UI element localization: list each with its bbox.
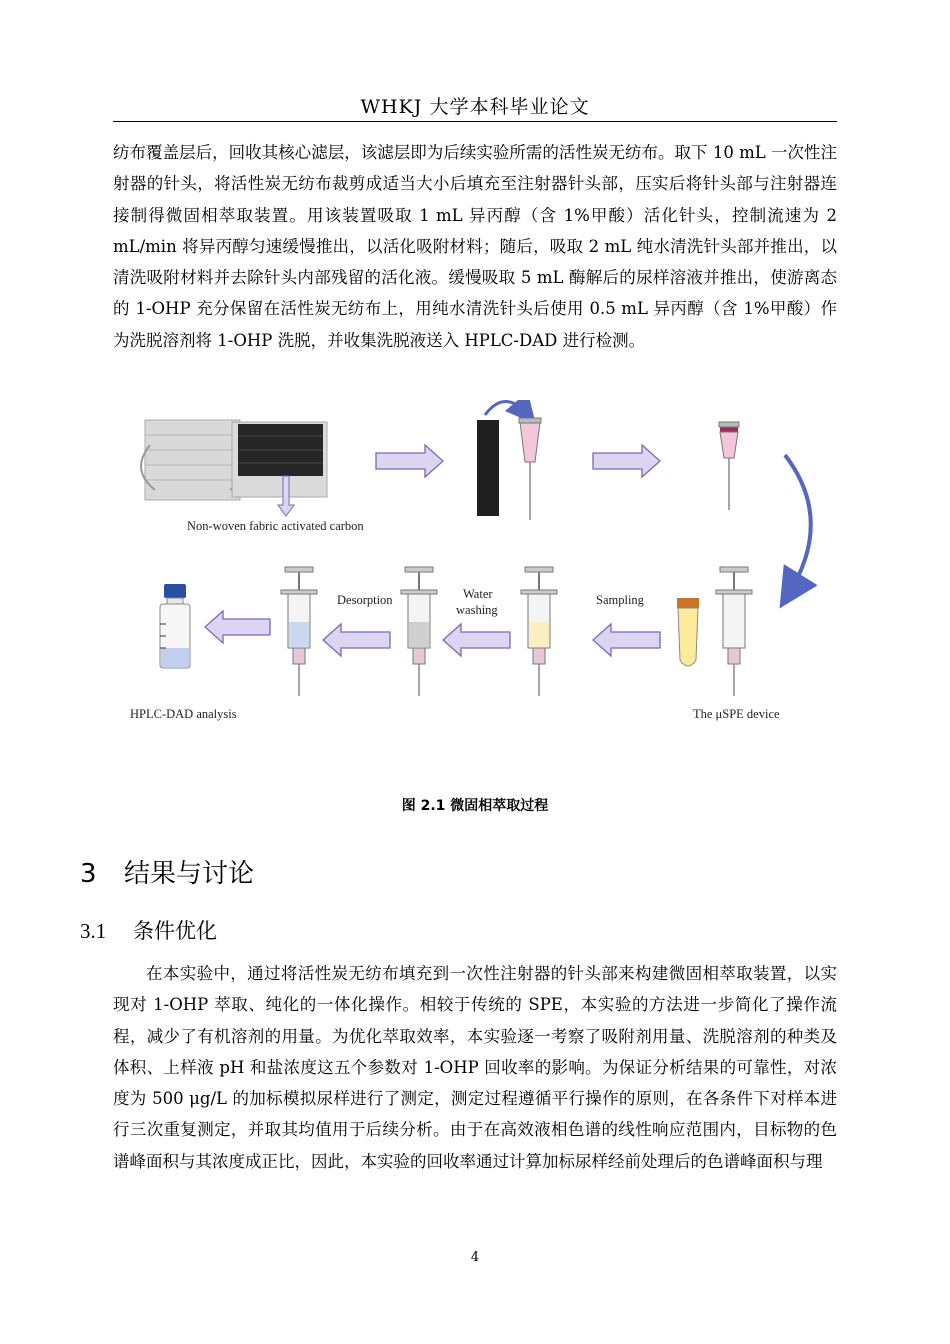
flow-arrow	[785, 455, 811, 595]
figure-caption: 图 2.1 微固相萃取过程	[401, 798, 549, 814]
process-arrow	[443, 624, 510, 656]
subsection-number: 3.1	[80, 919, 107, 943]
subsection-title: 条件优化	[133, 919, 217, 943]
running-header: WHKJ 大学本科毕业论文	[360, 96, 590, 118]
label-water-2: washing	[456, 603, 498, 617]
label-water-1: Water	[463, 587, 493, 601]
needle-hub	[519, 418, 541, 520]
hplc-vial	[160, 584, 190, 668]
section-title: 结果与讨论	[124, 859, 255, 889]
section-number: 3	[80, 859, 97, 889]
urine-tube	[677, 598, 699, 666]
transfer-arrow	[485, 402, 528, 416]
label-hplc: HPLC-DAD analysis	[130, 707, 237, 721]
subsection-heading	[80, 915, 217, 945]
label-sampling: Sampling	[596, 593, 644, 607]
header-rule	[113, 121, 837, 122]
process-arrow	[593, 445, 660, 477]
label-device: The μSPE device	[693, 707, 780, 721]
process-arrow	[376, 445, 443, 477]
process-arrow	[323, 624, 390, 656]
section-heading	[80, 853, 254, 890]
syringe-sampling	[521, 567, 557, 696]
mask-photo	[141, 420, 327, 500]
syringe-device	[716, 567, 752, 696]
body-paragraph-1: 纺布覆盖层后，回收其核心滤层，该滤层即为后续实验所需的活性炭无纺布。取下 10 mL 一次性注射器的针头，将活性炭无纺布裁剪成适当大小后填充至注射器针头部，压实后将针头部与注射器连接制得微固相萃取装置。用该装置吸取 1 mL 异丙醇（含 1%甲酸）活化针头，控制流速为 2 mL/min 将异丙醇匀速缓慢推出，以活化吸附材料；随后，吸取 2 mL 纯水清洗针头部并推出，以清洗吸附材料并去除针头内部残留的活化液。缓慢吸取 5 mL 酶解后的尿样溶液并推出，使游离态的 1-OHP 充分保留在活性炭无纺布上，用纯水清洗针头后使用 0.5 mL 异丙醇（含 1%甲酸）作为洗脱溶剂将 1-OHP 洗脱，并收集洗脱液送入 HPLC-DAD 进行检测。	[113, 143, 837, 350]
carbon-strip	[477, 420, 499, 516]
figure-svg	[120, 400, 840, 730]
process-arrow	[205, 611, 270, 643]
extraction-process-figure	[120, 400, 840, 730]
label-desorption: Desorption	[337, 593, 393, 607]
page-number: 4	[470, 1250, 480, 1265]
syringe-desorption	[281, 567, 317, 696]
label-carbon: Non-woven fabric activated carbon	[187, 519, 364, 533]
syringe-washing	[401, 567, 437, 696]
packed-needle	[719, 422, 739, 510]
body-paragraph-2: 在本实验中，通过将活性炭无纺布填充到一次性注射器的针头部来构建微固相萃取装置，以实现对 1-OHP 萃取、纯化的一体化操作。相较于传统的 SPE，本实验的方法进一步简化了操作流程，减少了有机溶剂的用量。为优化萃取效率，本实验逐一考察了吸附剂用量、洗脱溶剂的种类及体积、上样液 pH 和盐浓度这五个参数对 1-OHP 回收率的影响。为保证分析结果的可靠性，对浓度为 500 μg/L 的加标模拟尿样进行了测定，测定过程遵循平行操作的原则，在各条件下对样本进行三次重复测定，并取其均值用于后续分析。由于在高效液相色谱的线性响应范围内，目标物的色谱峰面积与其浓度成正比，因此，本实验的回收率通过计算加标尿样经前处理后的色谱峰面积与理	[113, 964, 837, 1171]
process-arrow	[593, 624, 660, 656]
